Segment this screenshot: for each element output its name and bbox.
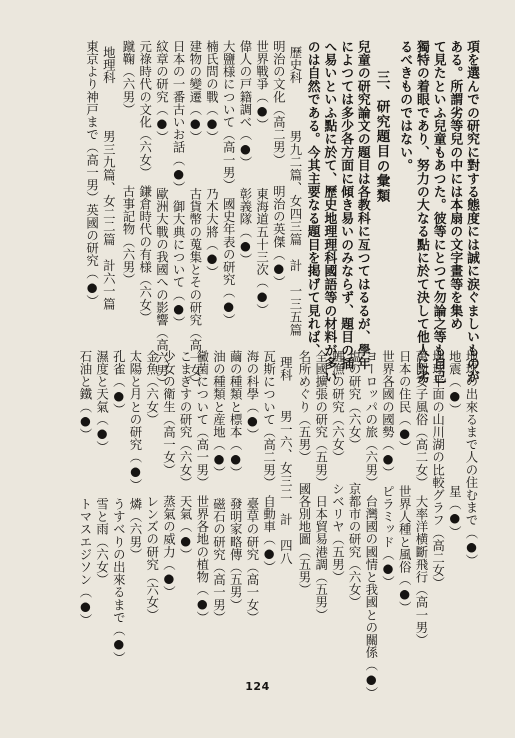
intro-line: るべきものではない。 bbox=[397, 40, 413, 172]
science-item: 石油と鐵（●） トマスエジソン（●） bbox=[77, 350, 93, 627]
section-body-line: によつては多少各方面に傾き易いのみならず、題目の插 bbox=[338, 40, 354, 370]
science-item: 繭の種類と標本（●） 發明家略傳（五男） bbox=[228, 350, 244, 611]
science-item: 太陽と月との研究（●） 燐（六男） bbox=[128, 350, 143, 561]
history-title: 歷史科 bbox=[288, 46, 303, 84]
geography-title: 地理科 bbox=[101, 46, 117, 84]
science-item: 黴菌について（高一男） 世界各地の植物（●） bbox=[194, 350, 210, 624]
lower-item: 塩の研究（六女） 京都市の研究（六女） bbox=[347, 350, 363, 609]
intro-line: 獨特の着眼であり、努力の大なる點に於て決して他人に劣 bbox=[413, 40, 429, 384]
geography-item: 東京より神戸まで（高一男）英國の研究（●） bbox=[84, 40, 100, 308]
lower-item: 地球の出來るまで人の住むまで（●） bbox=[464, 350, 479, 567]
history-item: 世界戰爭（●） 東海道五十三次（●） bbox=[254, 40, 270, 317]
science-item: 海の科學（●） 臺草の研究（高一女） bbox=[244, 350, 260, 624]
science-item: こまぎすの研究（六女） 天氣（●） bbox=[178, 350, 194, 561]
lower-item: 鯉漁の研究（六女） シベリヤ（五男） bbox=[330, 350, 346, 584]
history-item: 明治の文化（高二男） 明治の英傑（●） bbox=[271, 40, 287, 289]
geography-total: 男三九篇、女二二篇 計六一篇 bbox=[101, 130, 117, 311]
science-total: 男一六、女三二 計 四八 bbox=[278, 410, 294, 565]
intro-line: 項を選んでの研究に對する態度には誠に涙ぐましいものが bbox=[464, 40, 479, 384]
science-item: 瓦斯について（高二男） 自動車（●） bbox=[261, 350, 277, 574]
intro-line: ある。所謂劣等兒の中には本扇の文字畫等を集め bbox=[447, 40, 463, 331]
history-item: 楠氏問の戰（●） 乃木大將（●） bbox=[204, 40, 220, 279]
history-item: 大鹽様について（高一男） 國史年表の研究（●） bbox=[221, 40, 237, 327]
science-item: 油の種類と産地（●） 磁石の研究（高一男） bbox=[211, 350, 227, 624]
lower-item: 名所めぐり（五男） 國各別地圖（五男） bbox=[297, 350, 312, 596]
science-item: 金魚（六女） レンズの研究（六女） bbox=[144, 350, 160, 621]
lower-item: 萬國女子風俗（高二女） 大率洋横斷飛行（高一男） bbox=[413, 350, 429, 647]
intro-line: て見たといふ兒童もあつた。彼等にとつて勿論之等も自己 bbox=[430, 40, 446, 384]
history-item: 日本の一番古いお話（●） 御大典について（●） bbox=[171, 40, 187, 329]
history-item: 建物の變遷（●） 古貨幣の蒐集とその研究（高一女） bbox=[187, 40, 203, 390]
science-item: 濕度と天氣（●） 雪と雨（六女） bbox=[94, 350, 110, 586]
lower-item: 地球半面の山川湖の比較グラフ（高二女） bbox=[430, 350, 446, 590]
history-total: 男九二篇、女四三篇 計 一三五篇 bbox=[288, 130, 303, 337]
lower-item: 全國擴張の研究（五男） 日本貿易港調（五男） bbox=[313, 350, 329, 621]
history-item: 蹴鞠（六男） 古事記物（六男） bbox=[121, 40, 136, 286]
page-number: 124 bbox=[245, 680, 270, 693]
lower-item: 地震（●） 星（●） bbox=[447, 350, 463, 538]
section-body-line: へ易いといふ點に於て、歷史地理理科國語等の材料が多い bbox=[321, 40, 337, 384]
lower-item: ヨーロッパの旅（六男） 台灣國の國情と我國との關係（●） bbox=[363, 350, 379, 700]
section-body-line: 兒童の研究論文の題目は各教科に亙つてはるるが、學年 bbox=[354, 40, 370, 370]
history-item: 紋章の研究（●） 歐洲大戰の我國への影響（高六男） bbox=[154, 40, 170, 390]
science-item: 孔雀（●） うすべりの出來るまで（●） bbox=[111, 350, 127, 664]
science-title: 理科 bbox=[278, 356, 294, 382]
lower-item: 世界各國の國勢（●） ピラミッド（●） bbox=[380, 350, 396, 589]
section-body-line: のは自然である。今其主要なる題目を掲げて見れば、 bbox=[304, 40, 320, 357]
lower-item: 日本の住民（●） 世界人種と風俗（●） bbox=[397, 350, 413, 614]
section-heading: 三、研究題目の彙類 bbox=[373, 70, 390, 204]
science-item: 少女の衛生（高一女） 蒸氣の威力（●） bbox=[161, 350, 177, 599]
history-item: 偉人の戸籍調べ（●） 彰義隊（●） bbox=[237, 40, 253, 266]
history-item: 元祿時代の文化（六女） 鎌倉時代の有様（六女） bbox=[137, 40, 153, 324]
